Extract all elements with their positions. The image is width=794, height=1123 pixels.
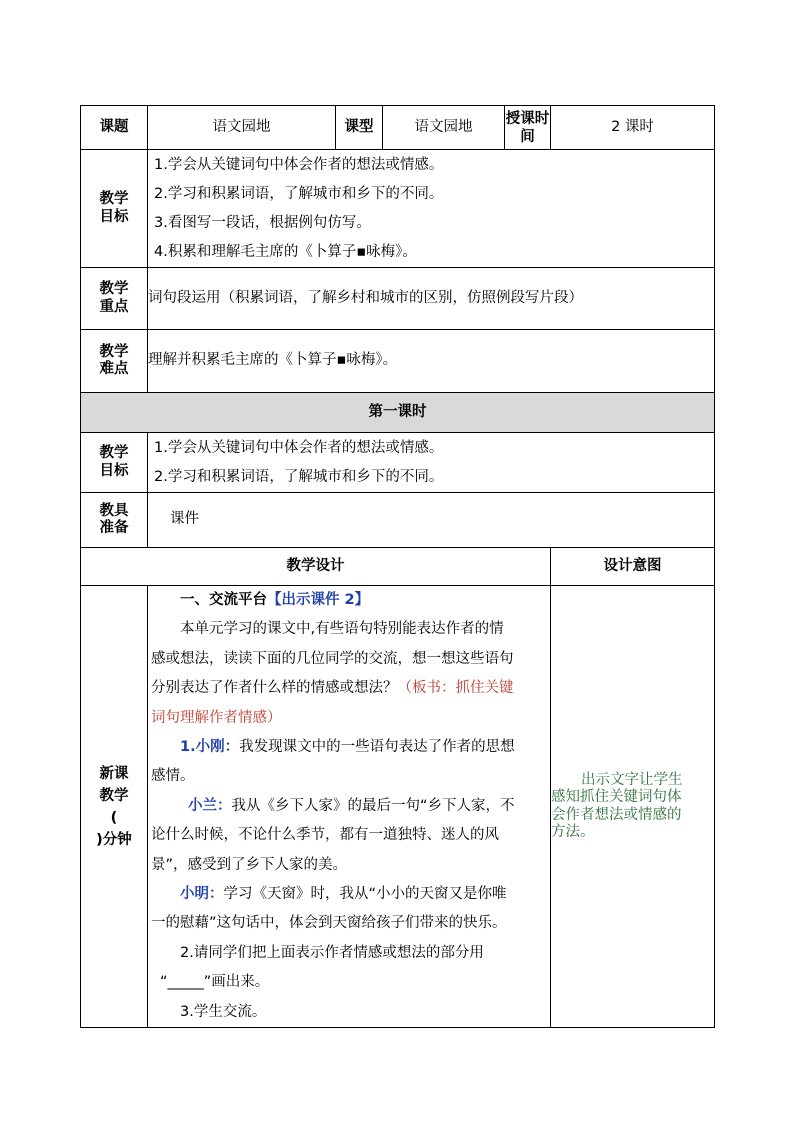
focus-text: 词句段运用（积累词语，了解乡村和城市的区别，仿照例段写片段） bbox=[148, 268, 715, 330]
step-3: 3.学生交流。 bbox=[180, 1003, 267, 1020]
intent-line: 感知抓住关键词句体 bbox=[551, 789, 682, 806]
goal-item: 1.学会从关键词句中体会作者的想法或情感。 bbox=[154, 156, 444, 173]
intent-line: 出示文字让学生 bbox=[581, 771, 683, 788]
intro-line: 分别表达了作者什么样的情感或想法？（板书：抓住关键 bbox=[151, 680, 514, 697]
goals-label: 教学目标 bbox=[81, 150, 148, 268]
intro-line: 感或想法，读读下面的几位同学的交流，想一想这些语句 bbox=[151, 650, 514, 667]
design-content bbox=[148, 586, 551, 1028]
board-note: （板书：抓住关键 bbox=[397, 680, 514, 697]
type-value: 语文园地 bbox=[383, 106, 505, 150]
board-note: 词句理解作者情感） bbox=[151, 709, 282, 726]
design-header-row bbox=[81, 548, 715, 586]
time-value: 2 课时 bbox=[551, 106, 715, 150]
intent-line: 方法。 bbox=[551, 823, 595, 840]
new-lesson-label: 新课 教学 ( )分钟 bbox=[81, 586, 148, 1028]
student-xiaogang-cont: 感情。 bbox=[151, 768, 195, 785]
materials-text: 课件 bbox=[148, 493, 715, 548]
lesson-title: 第一课时 bbox=[81, 393, 715, 433]
step-2: 2.请同学们把上面表示作者情感或想法的部分用 bbox=[180, 944, 484, 961]
lesson-plan-table bbox=[80, 105, 715, 1028]
focus-label: 教学重点 bbox=[81, 268, 148, 330]
design-header-right: 设计意图 bbox=[551, 548, 715, 586]
difficulty-row bbox=[81, 330, 715, 393]
student-xiaolan-cont: 景”，感受到了乡下人家的美。 bbox=[151, 856, 348, 873]
student-xiaogang: 1.小刚：我发现课文中的一些语句表达了作者的思想 bbox=[180, 739, 515, 756]
intro-line: 本单元学习的课文中,有些语句特别能表达作者的情 bbox=[180, 621, 504, 638]
courseware-tag: 【出示课件 2】 bbox=[267, 592, 370, 608]
student-name: 小兰： bbox=[188, 797, 232, 814]
goal-item: 3.看图写一段话，根据例句仿写。 bbox=[154, 214, 371, 231]
goals-list bbox=[148, 150, 715, 268]
lesson-goals-row bbox=[81, 433, 715, 493]
materials-row bbox=[81, 493, 715, 548]
lesson-goal-item: 1.学会从关键词句中体会作者的想法或情感。 bbox=[154, 439, 444, 456]
goal-item: 4.积累和理解毛主席的《卜算子▪咏梅》。 bbox=[154, 243, 417, 260]
lesson-goals-list bbox=[148, 433, 715, 493]
topic-label: 课题 bbox=[81, 106, 148, 150]
header-row bbox=[81, 106, 715, 150]
lesson-goal-item: 2.学习和积累词语，了解城市和乡下的不同。 bbox=[154, 468, 444, 485]
type-label: 课型 bbox=[336, 106, 383, 150]
goal-item: 2.学习和积累词语，了解城市和乡下的不同。 bbox=[154, 185, 444, 202]
time-label: 授课时间 bbox=[505, 106, 551, 150]
student-xiaolan: 小兰：我从《乡下人家》的最后一句“乡下人家，不 bbox=[188, 797, 515, 814]
new-lesson-row bbox=[81, 586, 715, 1028]
focus-row bbox=[81, 268, 715, 330]
lesson-title-row bbox=[81, 393, 715, 433]
design-intent bbox=[551, 586, 715, 1028]
difficulty-text: 理解并积累毛主席的《卜算子▪咏梅》。 bbox=[148, 330, 715, 393]
student-name: 1.小刚： bbox=[180, 739, 240, 756]
student-xiaoming-cont: 一的慰藉”这句话中，体会到天窗给孩子们带来的快乐。 bbox=[151, 915, 507, 932]
difficulty-label: 教学难点 bbox=[81, 330, 148, 393]
topic-value: 语文园地 bbox=[148, 106, 336, 150]
intent-line: 会作者想法或情感的 bbox=[551, 806, 682, 823]
student-xiaolan-cont: 论什么时候，不论什么季节，都有一道独特、迷人的风 bbox=[151, 827, 499, 844]
design-header-left: 教学设计 bbox=[81, 548, 551, 586]
student-xiaoming: 小明：学习《天窗》时，我从“小小的天窗又是你唯 bbox=[180, 886, 507, 903]
student-name: 小明： bbox=[180, 886, 224, 903]
goals-row bbox=[81, 150, 715, 268]
materials-label: 教具准备 bbox=[81, 493, 148, 548]
section-heading: 一、交流平台【出示课件 2】 bbox=[180, 592, 370, 608]
step-2-cont: “_____”画出来。 bbox=[160, 974, 270, 991]
lesson-goals-label: 教学目标 bbox=[81, 433, 148, 493]
